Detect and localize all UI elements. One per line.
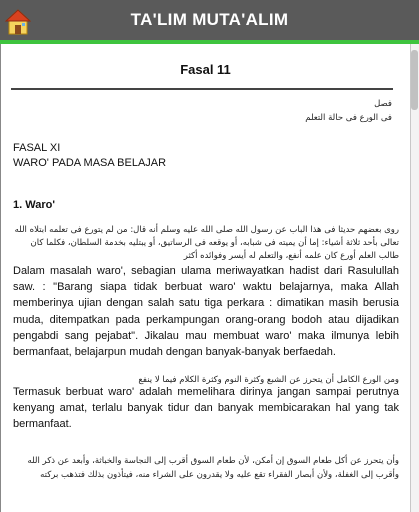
arabic-subtitle: فى الورع فى حالة التعلم (305, 113, 392, 123)
app-header (0, 0, 419, 44)
arabic-paragraph: روى بعضهم حديثا فى هذا الباب عن رسول الله صلى الله عليه وسلم أنه قال: من لم يتورع فى تعلمه ابتلاه الله تعالى بأحد ثلاثة أشياء: إما أن يميته فى شبابه، أو يوقعه فى الرساتيق، أو يبتليه بخدمة السلطان، فكلما كان طالب العلم أورع كان علمه أنفع، والتعلم له أيسر وفوائده أكثر (14, 225, 399, 261)
chapter-content[interactable] (0, 44, 410, 512)
arabic-paragraph: وأن يتحرز عن أكل طعام السوق إن أمكن، لأن طعام السوق أقرب إلى النجاسة والخباثة، وأبعد عن ذكر الله وأقرب إلى الغفلة، ولأن أبصار الفقراء تقع عليه ولا يقدرون على الشراء منه، فيتأذون بذلك فتذهب بركته (27, 456, 399, 480)
app-title: TA'LIM MUTA'ALIM (130, 10, 289, 29)
fasal-heading (13, 141, 166, 171)
arabic-title: فصل (374, 99, 392, 109)
translation-paragraph: Dalam masalah waro', sebagian ulama meriwayatkan hadist dari Rasulullah saw. : "Barang siapa tidak berbuat waro' waktu belajarnya, maka Allah memberinya ujian dengan salah satu tiga perkara : dimatikan masih berusia muda, ditempatkan pada perkampungan orang-orang bodoh atau dijadikan pengabdi sang pejabat". Jikalau mau membuat waro' maka ilmunya lebih bermanfaat, belajarpun mudah dengan banyak-banyak berfaedah. (13, 265, 399, 359)
section-title: 1. Waro' (13, 199, 55, 211)
scrollbar[interactable] (410, 44, 419, 512)
fasal-subtitle: WARO' PADA MASA BELAJAR (13, 157, 167, 169)
arabic-paragraph: ومن الورع الكامل أن يتحرز عن الشبع وكثرة النوم وكثرة الكلام فيما لا ينفع (138, 375, 399, 385)
heading-divider (11, 88, 393, 90)
fasal-label: FASAL XI (13, 142, 61, 154)
translation-paragraph: Termasuk berbuat waro' adalah memelihara dirinya jangan sampai perutnya kenyang amat, terlalu banyak tidur dan banyak membicarakan hal yang tak bermanfaat. (13, 386, 399, 431)
scrollbar-thumb[interactable] (411, 50, 418, 110)
page-heading: Fasal 11 (180, 62, 231, 77)
